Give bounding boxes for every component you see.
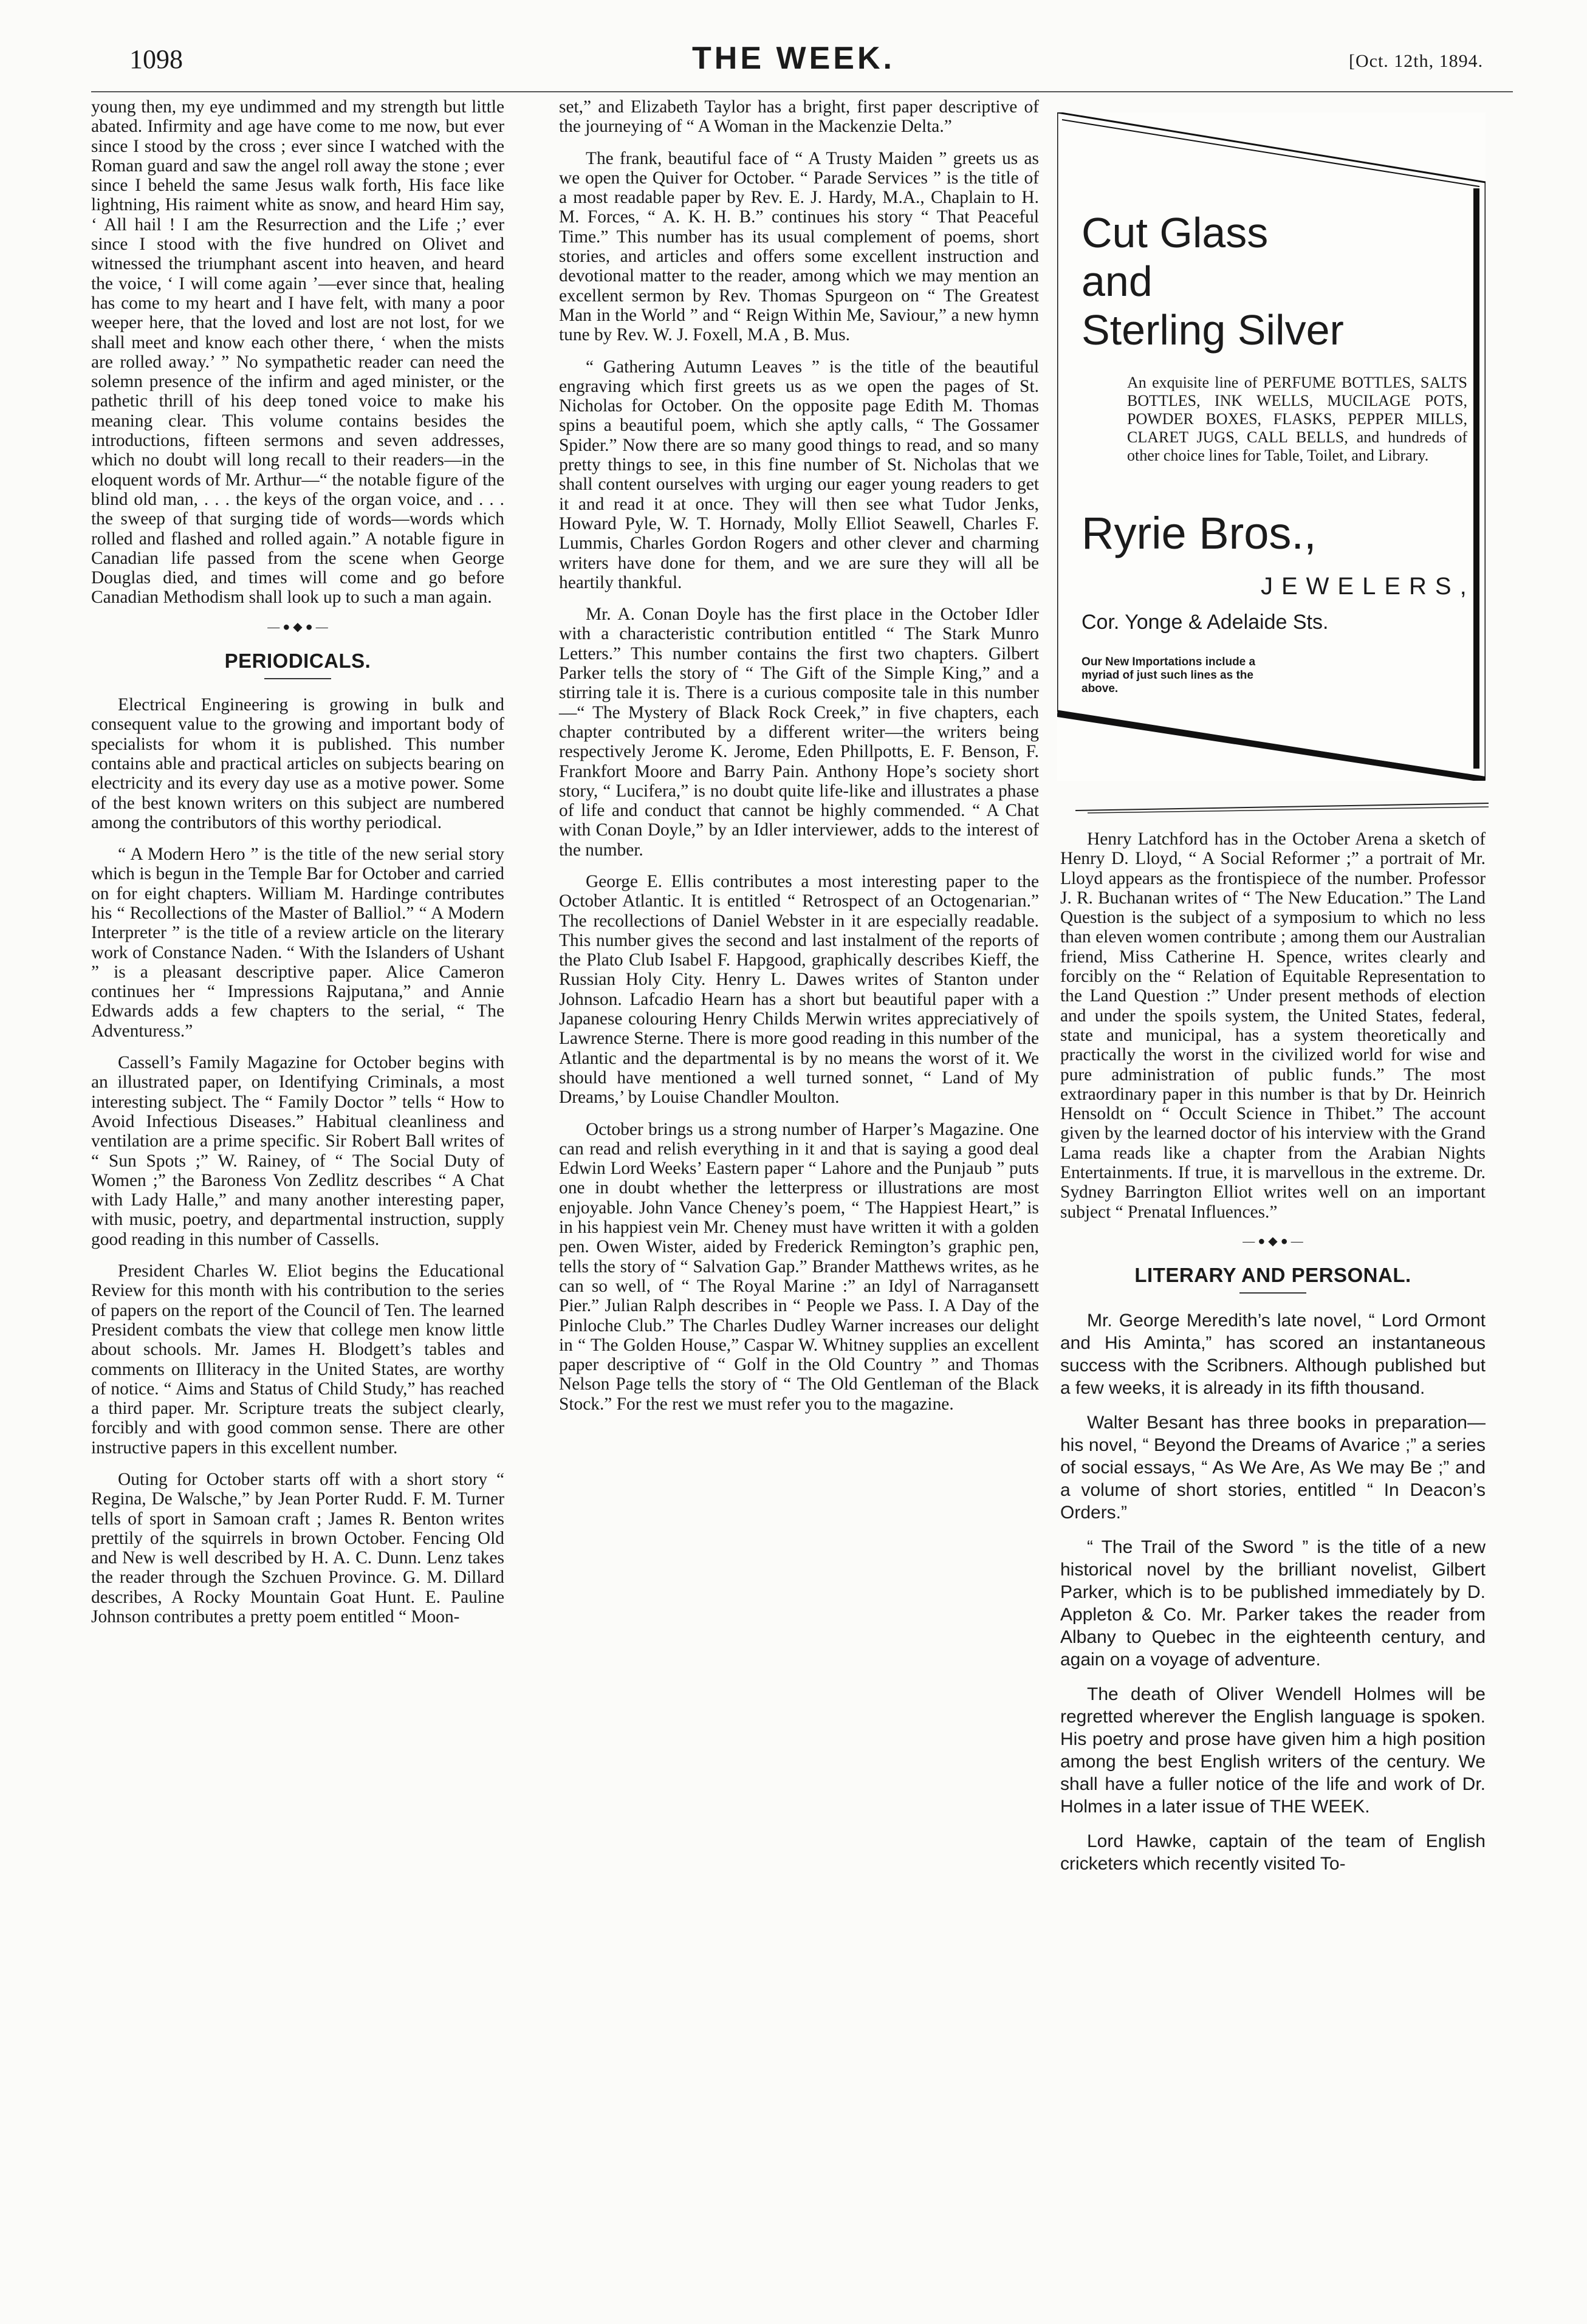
literary-personal-section xyxy=(1060,1309,1486,1875)
issue-date: [Oct. 12th, 1894. xyxy=(1349,51,1484,71)
ad-heading-and: and xyxy=(1081,258,1153,305)
article-paragraph: Walter Besant has three books in preparation—his novel, “ Beyond the Dreams of Avarice ;” a series of social essays, “ As We Are, As We may Be ;” and a volume of short stories, entitled “ In Deacon’s Orders.” xyxy=(1060,1413,1486,1523)
section-ornament: — ● ◆ ● — xyxy=(267,620,328,634)
section-heading-literary-personal: LITERARY AND PERSONAL. xyxy=(1134,1263,1411,1286)
article-paragraph: Outing for October starts off with a short story “ Regina, De Walsche,” by Jean Porter Rudd. F. M. Turner tells of sport in Samoan craft ; James R. Benton writes prettily of the squirrels in brown October. Fencing Old and New is well described by H. A. C. Dunn. Lenz takes the reader through the Szchuen Province. G. M. Dillard describes, A Rocky Mountain Goat Hunt. E. Pauline Johnson contributes a pretty poem entitled “ Moon- xyxy=(91,1470,504,1627)
section-heading-periodicals: PERIODICALS. xyxy=(224,649,371,672)
article-paragraph: President Charles W. Eliot begins the Educational Review for this month with his contribution to the series of papers on the report of the Council of Ten. The learned President combats the view that college men know little about schools. Mr. James H. Blodgett’s tables and comments on Illiteracy in the United States, are worthy of notice. “ Aims and Status of Child Study,” has reached a third paper. Mr. Scripture treats the subject clearly, forcibly and with good common sense. There are other instructive papers in this excellent number. xyxy=(91,1261,504,1458)
article-paragraph: “ Gathering Autumn Leaves ” is the title of the beautiful engraving which first greets us as we open the pages of St. Nicholas for October. On the opposite page Edith M. Thomas spins a beautiful poem, which she aptly calls, “ The Gossamer Spider.” Now there are so many good things to read, and so many pretty things to see, in this fine number of St. Nicholas that we shall content ourselves with urging our eager young readers to get it and read it at once. They will then see what Tudor Jenks, Howard Pyle, W. T. Hornady, Molly Elliot Seawell, Charles F. Lummis, Charles Gordon Rogers and other clever and charming writers have done for them, and we are sure they will all be heartily thankful. xyxy=(559,357,1039,592)
article-paragraph: George E. Ellis contributes a most interesting paper to the October Atlantic. It is entitled “ Retrospect of an Octogenarian.” The recollections of Daniel Webster in it are especially readable. This number gives the second and last instalment of the reports of the Plato Club Isabel F. Hapgood, graphically describes Kieff, the Russian Holy City. Henry L. Dawes writes of Stanton under Johnson. Lafcadio Hearn has a short but beautiful paper with a Japanese colouring Henry Childs Merwin writes appreciatively of Lawrence Sterne. There is more good reading in this number of the Atlantic and the departmental is by no means the worst of it. We should have mentioned a well turned sonnet, “ Land of My Dreams,’ by Louise Chandler Moulton. xyxy=(559,871,1039,1108)
article-paragraph: Henry Latchford has in the October Arena a sketch of Henry D. Lloyd, “ A Social Reformer ;” a portrait of Mr. Lloyd appears as the frontispiece of the number. Professor J. R. Buchanan writes of “ The New Education.” The Land Question is the subject of a symposium to which no less than eleven women contribute ; among them our Australian friend, Miss Catherine H. Spence, writes clearly and forcibly on the “ Relation of Equitable Representation to the Land Question :” Under present methods of election and under the spoils system, the United States, federal, state and municipal, has a system theoretically and practically the worst in the civilized world for wise and pure administration of public funds.” The most extraordinary paper in this number is that by Dr. Heinrich Hensoldt on “ Occult Science in Thibet.” The account given by the learned doctor of his interview with the Grand Lama reads like a chapter from the Arabian Nights Entertainments. If true, it is marvellous in the extreme. Dr. Sydney Barrington Elliot writes well on an important subject “ Prenatal Influences.” xyxy=(1060,829,1486,1222)
article-paragraph: The frank, beautiful face of “ A Trusty Maiden ” greets us as we open the Quiver for October. “ Parade Services ” is the title of a most readable paper by Rev. E. J. Hardy, M.A., Chaplain to H. M. Forces, “ A. K. H. B.” continues his story “ That Peaceful Time.” This number has its usual complement of poems, short stories, and articles and offers some excellent instruction and devotional matter to the reader, among which we may mention an excellent sermon by Rev. Thomas Spurgeon on “ The Greatest Man in the World ” and “ Reign Within Me, Saviour,” a new hymn tune by Rev. W. J. Foxell, M.A , B. Mus. xyxy=(559,148,1039,345)
ad-note: Our New Importations include a myriad of just such lines as the above. xyxy=(1081,656,1256,695)
article-paragraph: set,” and Elizabeth Taylor has a bright, first paper descriptive of the journeying of “ A Woman in the Mackenzie Delta.” xyxy=(559,97,1039,137)
article-paragraph: Mr. A. Conan Doyle has the first place in the October Idler with a characteristic contribution entitled “ The Stark Munro Letters.” This number contains the first two chapters. Gilbert Parker tells the story of “ The Gift of the Simple King,” and a stirring tale it is. There is a curious composite tale in this number—“ The Mystery of Black Rock Creek,” in five chapters, each chapter contributed by a different writer—the writers being respectively Jerome K. Jerome, Eden Phillpotts, E. F. Benson, F. Frankfort Moore and Barry Pain. Anthony Hope’s society short story, “ Lucifera,” is no doubt quite life-like and illustrates a phase of life and conduct that cannot be highly commended. “ A Chat with Conan Doyle,” by an Idler interviewer, adds to the interest of the number. xyxy=(559,605,1039,860)
section-rule xyxy=(264,678,331,679)
ad-heading-sterling-silver: Sterling Silver xyxy=(1081,306,1344,354)
ad-firm-name: Ryrie Bros., xyxy=(1081,508,1317,558)
ad-description: An exquisite line of PERFUME BOTTLES, SALTS BOTTLES, INK WELLS, MUCILAGE POTS, POWDER BOXES, FLASKS, PEPPER MILLS, CLARET JUGS, CALL BELLS, and hundreds of other choice lines for Table, Toilet, and Library. xyxy=(1127,374,1467,464)
article-paragraph: “ A Modern Hero ” is the title of the new serial story which is begun in the Temple Bar for October and carried on for eight chapters. William M. Hardinge contributes his “ Recollections of the Master of Balliol.” “ A Modern Interpreter ” is the title of a review article on the literary work of Constance Naden. “ With the Islanders of Ushant ” is a pleasant descriptive paper. Alice Cameron continues her “ Impressions Rajputana,” and Annie Edwards adds a few chapters to the serial, “ The Adventuress.” xyxy=(91,845,504,1041)
article-paragraph: Lord Hawke, captain of the team of English cricketers which recently visited To- xyxy=(1060,1831,1486,1874)
article-paragraph: “ The Trail of the Sword ” is the title of a new historical novel by the brilliant novelist, Gilbert Parker, which is to be published immediately by D. Appleton & Co. Mr. Parker takes the reader from Albany to Quebec in the eighteenth century, and again on a voyage of adventure. xyxy=(1060,1537,1486,1670)
article-paragraph: young then, my eye undimmed and my strength but little abated. Infirmity and age have come to me now, but ever since I stood by the cross ; ever since I watched with the Roman guard and saw the angel roll away the stone ; ever since I beheld the same Jesus walk forth, His face like lightning, His raiment white as snow, and heard Him say, ‘ All hail ! I am the Resurrection and the Life ;’ ever since I stood with the five hundred on Olivet and witnessed the triumphant ascent into heaven, and heard the voice, ‘ I will come again ’—ever since that, healing has come to my heart and I have felt, with many a poor weeper here, that the loved and lost are not lost, for we shall meet and know each other there, ‘ when the mists are rolled away.’ ” No sympathetic reader can need the solemn presence of the infirm and aged minister, or the pathetic thrill of his deep toned voice to make his meaning clear. This volume contains besides the introductions, fifteen sermons and seven addresses, which no doubt will long recall to their readers—in the eloquent words of Mr. Arthur—“ the notable figure of the blind old man, . . . the keys of the organ voice, and . . . the sweep of that surging tide of words—words which rolled and flashed and rolled again.” A notable figure in Canadian life passed from the scene when George Douglas died, and times will come and go before Canadian Methodism shall look up to such a man again. xyxy=(91,97,504,608)
column-right xyxy=(1060,829,1486,1875)
ad-heading-cut-glass: Cut Glass xyxy=(1081,209,1269,256)
advertisement-ryrie-bros xyxy=(1057,112,1486,781)
header-rule xyxy=(91,91,1513,92)
section-rule xyxy=(1239,1292,1306,1294)
section-ornament: — ● ◆ ● — xyxy=(1243,1234,1303,1248)
article-paragraph: Electrical Engineering is growing in bulk and consequent value to the growing and important body of specialists for whom it is published. This number contains able and practical articles on subjects bearing on electricity and its every day use as a motive power. Some of the best known writers on this subject are numbered among the contributors of this worthy periodical. xyxy=(91,695,504,832)
ad-trade: JEWELERS, xyxy=(1261,573,1475,600)
masthead-title: THE WEEK. xyxy=(692,41,895,76)
ad-address: Cor. Yonge & Adelaide Sts. xyxy=(1081,611,1329,634)
page-number: 1098 xyxy=(129,44,183,74)
column-middle xyxy=(559,97,1039,1414)
article-paragraph: The death of Oliver Wendell Holmes will be regretted wherever the English language is spoken. His poetry and prose have given him a high position among the best English writers of the century. We shall have a fuller notice of the life and work of Dr. Holmes in a later issue of THE WEEK. xyxy=(1060,1684,1486,1817)
article-paragraph: October brings us a strong number of Harper’s Magazine. One can read and relish everything in it and that is saying a good deal Edwin Lord Weeks’ Eastern paper “ Lahore and the Punjaub ” puts one in doubt whether the letterpress or illustrations are most enjoyable. John Vance Cheney’s poem, “ The Happiest Heart,” is in his happiest vein Mr. Cheney must have written it with a golden pen. Owen Wister, aided by Frederick Remington’s graphic pen, tells the story of “ Salvation Gap.” Brander Matthews writes, as he can so well, of “ The Royal Marine :” an Idyl of Narragansett Pier.” Julian Ralph describes in “ People we Pass. I. A Day of the Pinloche Club.” The Charles Dudley Warner increases our delight in “ The Golden House,” Caspar W. Whitney supplies an excellent paper descriptive of “ Golf in the Old Country ” and Thomas Nelson Page tells the story of “ The Old Gentleman of the Black Stock.” For the rest we must refer you to the magazine. xyxy=(559,1119,1039,1414)
article-paragraph: Cassell’s Family Magazine for October begins with an illustrated paper, on Identifying Criminals, a most interesting subject. The “ Family Doctor ” tells “ How to Avoid Infectious Diseases.” Habitual cleanliness and ventilation are a prime specific. Sir Robert Ball writes of “ Sun Spots ;” W. Rainey, of “ The Social Duty of Women ;” the Baroness Von Zedlitz describes “ A Chat with Lady Halle,” and many another interesting paper, with music, poetry, and departmental instruction, supply good reading in this number of Cassells. xyxy=(91,1053,504,1249)
article-paragraph: Mr. George Meredith’s late novel, “ Lord Ormont and His Aminta,” has scored an instantaneous success with the Scribners. Although published but a few weeks, it is already in its fifth thousand. xyxy=(1060,1311,1486,1399)
column-divider xyxy=(1075,802,1489,814)
column-left xyxy=(91,97,504,1626)
